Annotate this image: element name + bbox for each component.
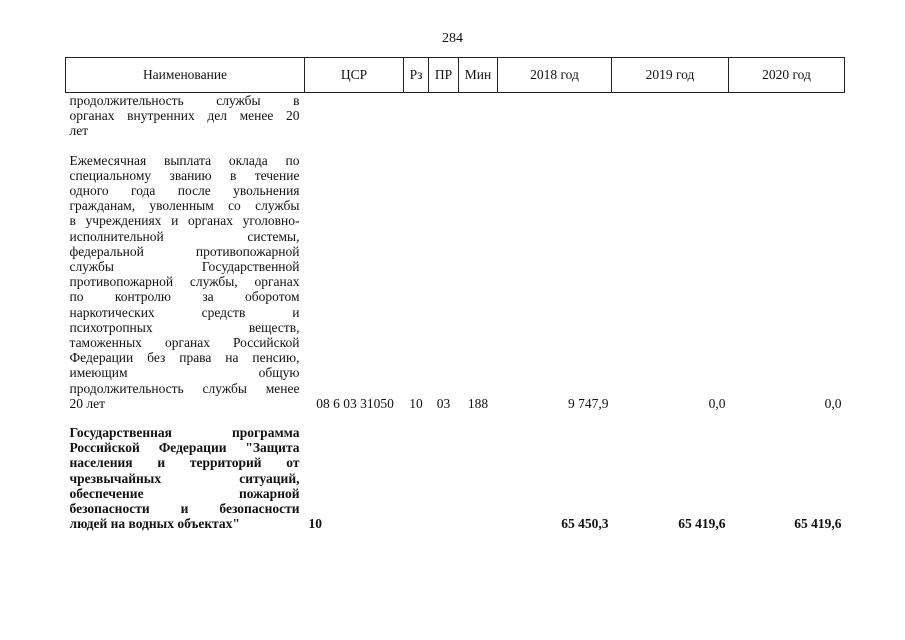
name-line: по контролю за оборотом [69,289,300,305]
row-spacer [66,411,845,425]
table-row [66,153,845,411]
name-line: службы Государственной [69,259,300,275]
name-line: чрезвычайных ситуаций, [69,470,300,486]
row-min-cell: 188 [467,395,489,411]
name-line: Государственная программа [69,425,300,441]
row-name-cell [66,93,305,139]
name-line: в учреждениях и органах уголовно- [69,213,300,229]
name-line: наркотических средств и [69,304,300,320]
header-2019: 2019 год [612,58,729,93]
row-2018-cell [498,93,612,139]
name-line: органах внутренних дел менее 20 [69,108,300,124]
header-name: Наименование [66,58,305,93]
header-csr: ЦСР [305,58,404,93]
page-number: 284 [442,31,463,46]
header-2020: 2020 год [729,58,845,93]
row-2019-cell: 65 419,6 [678,516,726,532]
name-line: продолжительность службы в [69,93,300,108]
row-rz-cell [404,425,429,531]
name-line: специальному званию в течение [69,167,300,183]
name-line: имеющим общую [69,365,300,381]
table-header-row [66,58,845,93]
name-line: исполнительной системы, [69,228,300,244]
budget-table [65,57,845,531]
row-csr-cell: 08 6 03 31050 [316,395,394,411]
name-line: гражданам, уволенным со службы [69,198,300,214]
name-line: одного года после увольнения [69,183,300,199]
row-name-cell [66,425,305,531]
header-rz: Рз [404,58,429,93]
row-pr-cell [429,425,459,531]
row-min-cell [459,425,498,531]
row-2018-cell: 9 747,9 [568,395,609,411]
row-min-cell [459,93,498,139]
row-pr-cell: 03 [436,395,451,411]
table-row [66,93,845,139]
name-line: Ежемесячная выплата оклада по [69,152,300,168]
row-2018-cell: 65 450,3 [561,516,609,532]
name-line: продолжительность службы менее [69,380,300,396]
name-line: федеральной противопожарной [69,243,300,259]
name-line: 20 лет [69,395,106,411]
name-line: людей на водных объектах" [69,516,240,532]
row-pr-cell [429,93,459,139]
row-rz-cell [404,93,429,139]
row-2019-cell: 0,0 [708,395,726,411]
row-spacer [66,139,845,153]
row-csr-cell: 10 [308,516,322,532]
name-line: обеспечение пожарной [69,485,300,501]
name-line: Федерации без права на пенсию, [69,350,300,366]
row-csr-cell [305,93,404,139]
name-line: лет [69,123,89,139]
name-line: Российской Федерации "Защита [69,440,300,456]
row-rz-cell: 10 [409,395,423,411]
row-name-cell [66,153,305,411]
header-min: Мин [459,58,498,93]
row-2020-cell: 65 419,6 [794,516,842,532]
row-2020-cell: 0,0 [824,395,842,411]
header-pr: ПР [429,58,459,93]
name-line: противопожарной службы, органах [69,274,300,290]
name-line: населения и территорий от [69,455,300,471]
header-2018: 2018 год [498,58,612,93]
name-line: безопасности и безопасности [69,501,300,517]
row-2019-cell [612,93,729,139]
name-line: психотропных веществ, [69,319,300,335]
table-row [66,425,845,531]
row-2020-cell [729,93,845,139]
name-line: таможенных органах Российской [69,335,300,351]
